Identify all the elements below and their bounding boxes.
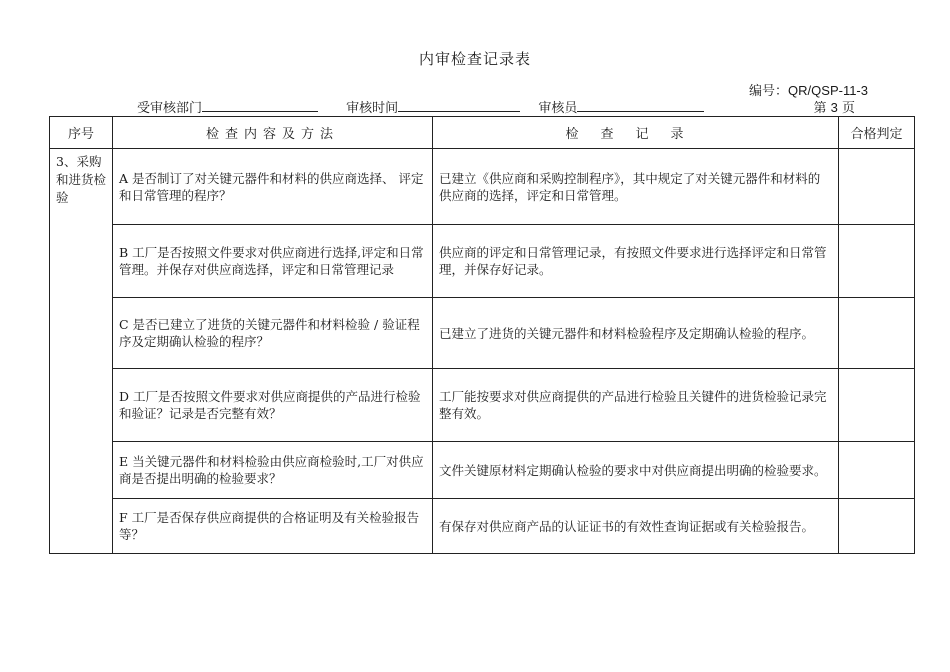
auditor-label: 审核员: [538, 101, 578, 116]
audit-dept-label: 受审核部门: [137, 101, 203, 116]
table-header-row: [50, 117, 915, 149]
table-row: [50, 225, 915, 298]
question-cell: F 工厂是否保存供应商提供的合格证明及有关检验报告等？: [113, 499, 433, 554]
record-cell: 已建立《供应商和采购控制程序》，其中规定了对关键元器件和材料的供应商的选择，评定和日常管理。: [433, 149, 839, 225]
record-cell: 有保存对供应商产品的认证证书的有效性查询证据或有关检验报告。: [433, 499, 839, 554]
table-row: [50, 298, 915, 369]
question-cell: E 当关键元器件和材料检验由供应商检验时,工厂对供应商是否提出明确的检验要求？: [113, 442, 433, 499]
form-code-value: QR/QSP-11-3: [788, 83, 868, 98]
header-record: 检查记录: [433, 117, 839, 149]
audit-dept-field[interactable]: [202, 99, 318, 112]
question-cell: A 是否制订了对关键元器件和材料的供应商选择、 评定和日常管理的程序？: [113, 149, 433, 225]
page-number-value: 3: [830, 100, 838, 115]
record-cell: 供应商的评定和日常管理记录，有按照文件要求进行选择评定和日常管理，并保存好记录。: [433, 225, 839, 298]
table-row: [50, 442, 915, 499]
result-cell[interactable]: [839, 298, 915, 369]
audit-info-line: [137, 97, 704, 116]
question-cell: D 工厂是否按照文件要求对供应商提供的产品进行检验和验证？记录是否完整有效？: [113, 369, 433, 442]
question-cell: C 是否已建立了进货的关键元器件和材料检验 / 验证程序及定期确认检验的程序？: [113, 298, 433, 369]
record-cell: 已建立了进货的关键元器件和材料检验程序及定期确认检验的程序。: [433, 298, 839, 369]
header-index: 序号: [50, 117, 113, 149]
result-cell[interactable]: [839, 225, 915, 298]
page-prefix: 第: [813, 101, 827, 116]
result-cell[interactable]: [839, 149, 915, 225]
result-cell[interactable]: [839, 442, 915, 499]
record-cell: 工厂能按要求对供应商提供的产品进行检验且关键件的进货检验记录完整有效。: [433, 369, 839, 442]
auditor-field[interactable]: [577, 99, 704, 112]
form-title: 内审检查记录表: [418, 50, 531, 68]
category-cell: 3、采购和进货检验: [50, 149, 113, 554]
result-cell[interactable]: [839, 499, 915, 554]
record-cell: 文件关键原材料定期确认检验的要求中对供应商提出明确的检验要求。: [433, 442, 839, 499]
page-suffix: 页: [841, 101, 855, 116]
audit-time-field[interactable]: [398, 99, 520, 112]
header-content: 检查内容及方法: [113, 117, 433, 149]
question-cell: B 工厂是否按照文件要求对供应商进行选择,评定和日常管理。并保存对供应商选择，评定和日常管理记录: [113, 225, 433, 298]
table-row: [50, 149, 915, 225]
audit-record-table: [49, 116, 915, 554]
form-code-label: 编号：: [749, 84, 789, 99]
page-number: [813, 97, 855, 116]
table-row: [50, 369, 915, 442]
audit-time-label: 审核时间: [346, 101, 399, 116]
result-cell[interactable]: [839, 369, 915, 442]
header-result: 合格判定: [839, 117, 915, 149]
table-row: [50, 499, 915, 554]
